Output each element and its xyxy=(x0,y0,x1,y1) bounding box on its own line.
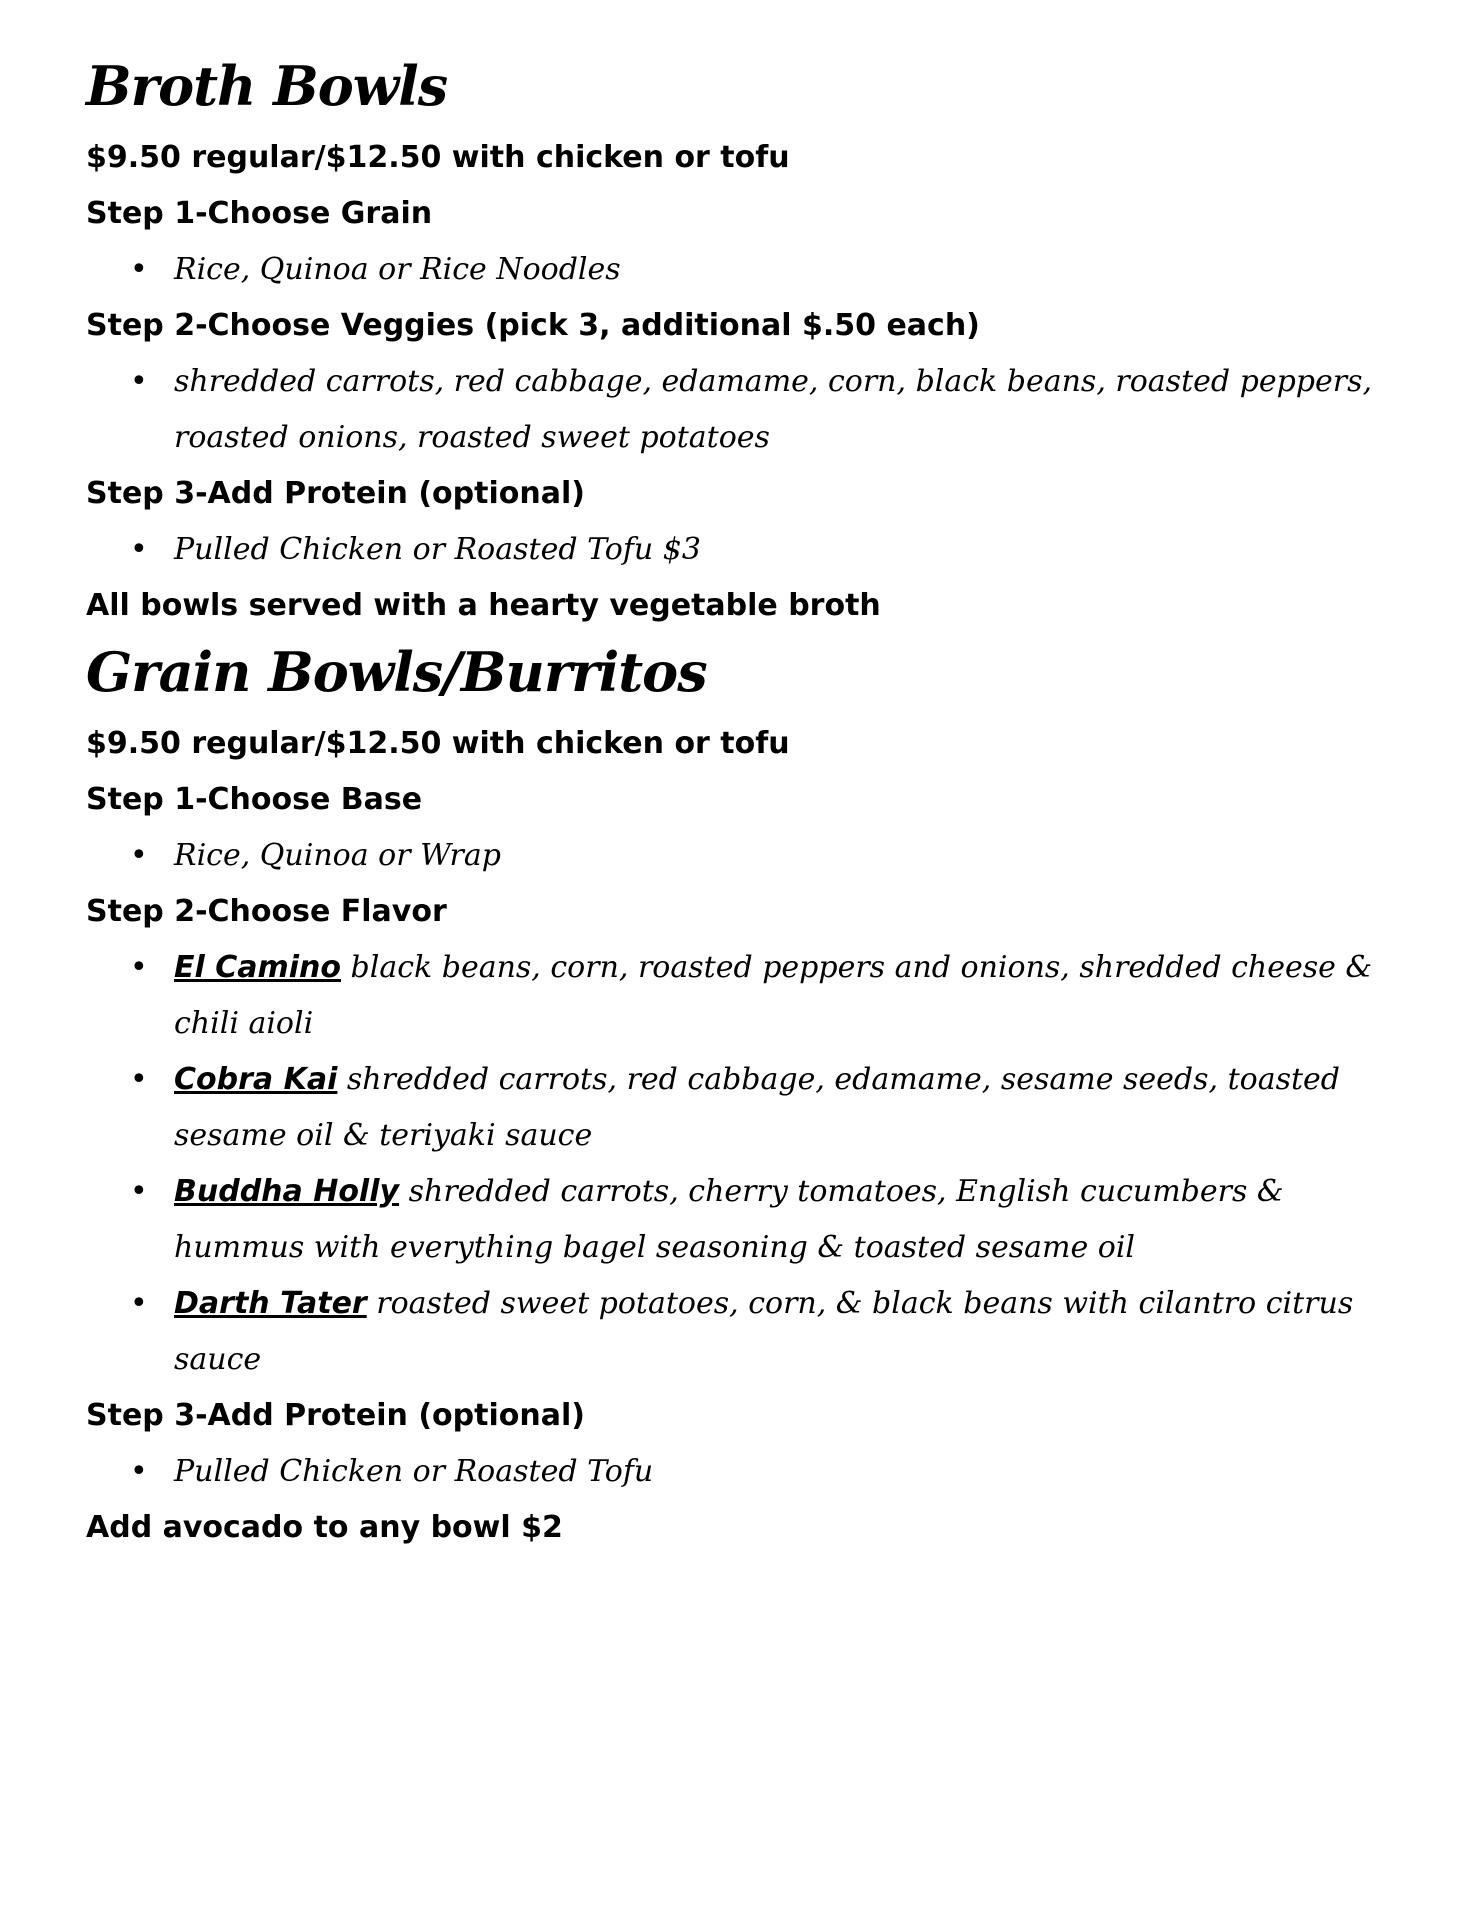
grain-bowls-title: Grain Bowls/Burritos xyxy=(86,640,707,704)
bullet-icon: • xyxy=(130,1286,148,1321)
bullet-icon: • xyxy=(130,532,148,567)
bullet-icon: • xyxy=(130,252,148,287)
list-item-text: shredded carrots, red cabbage, edamame, corn, black beans, roasted peppers, roasted onions, roasted sweet potatoes xyxy=(174,364,1373,455)
flavor-name: Darth Tater xyxy=(174,1286,367,1321)
flavor-description: black beans, corn, roasted peppers and onions, shredded cheese & chili aioli xyxy=(174,950,1373,1041)
grain-step-2: Step 2-Choose Flavor xyxy=(86,894,447,929)
grain-price: $9.50 regular/$12.50 with chicken or tofu xyxy=(86,726,790,761)
broth-step-3-list xyxy=(86,522,1416,578)
grain-bowls-section xyxy=(86,634,1416,1556)
list-item xyxy=(130,354,1416,466)
broth-step-1-list xyxy=(86,242,1416,298)
broth-step-3: Step 3-Add Protein (optional) xyxy=(86,476,585,511)
broth-note: All bowls served with a hearty vegetable broth xyxy=(86,588,881,623)
grain-flavor-list xyxy=(86,940,1416,1388)
grain-step-1: Step 1-Choose Base xyxy=(86,782,423,817)
bullet-icon: • xyxy=(130,950,148,985)
grain-note: Add avocado to any bowl $2 xyxy=(86,1510,563,1545)
bullet-icon: • xyxy=(130,1174,148,1209)
menu-page xyxy=(86,48,1416,1556)
flavor-item-el-camino xyxy=(130,940,1416,1052)
bullet-icon: • xyxy=(130,838,148,873)
flavor-description: shredded carrots, red cabbage, edamame, sesame seeds, toasted sesame oil & teriyaki sauce xyxy=(174,1062,1341,1153)
grain-step-1-list xyxy=(86,828,1416,884)
bullet-icon: • xyxy=(130,1062,148,1097)
broth-step-2-list xyxy=(86,354,1416,466)
bullet-icon: • xyxy=(130,364,148,399)
grain-step-3: Step 3-Add Protein (optional) xyxy=(86,1398,585,1433)
list-item-text: Pulled Chicken or Roasted Tofu $3 xyxy=(174,532,701,567)
broth-step-2: Step 2-Choose Veggies (pick 3, additional $.50 each) xyxy=(86,308,980,343)
list-item-text: Rice, Quinoa or Rice Noodles xyxy=(174,252,621,287)
list-item-text: Rice, Quinoa or Wrap xyxy=(174,838,501,873)
broth-price: $9.50 regular/$12.50 with chicken or tofu xyxy=(86,140,790,175)
broth-step-1: Step 1-Choose Grain xyxy=(86,196,433,231)
list-item-text: Pulled Chicken or Roasted Tofu xyxy=(174,1454,654,1489)
grain-step-3-list xyxy=(86,1444,1416,1500)
list-item xyxy=(130,1444,1416,1500)
broth-bowls-section xyxy=(86,48,1416,634)
list-item xyxy=(130,522,1416,578)
list-item xyxy=(130,828,1416,884)
flavor-name: Buddha Holly xyxy=(174,1174,400,1209)
bullet-icon: • xyxy=(130,1454,148,1489)
list-item xyxy=(130,242,1416,298)
flavor-item-cobra-kai xyxy=(130,1052,1416,1164)
flavor-name: El Camino xyxy=(174,950,341,985)
flavor-item-buddha-holly xyxy=(130,1164,1416,1276)
broth-bowls-title: Broth Bowls xyxy=(86,54,448,118)
flavor-name: Cobra Kai xyxy=(174,1062,338,1097)
flavor-description: roasted sweet potatoes, corn, & black beans with cilantro citrus sauce xyxy=(174,1286,1354,1377)
flavor-description: shredded carrots, cherry tomatoes, English cucumbers & hummus with everything bagel seasoning & toasted sesame oil xyxy=(174,1174,1284,1265)
flavor-item-darth-tater xyxy=(130,1276,1416,1388)
